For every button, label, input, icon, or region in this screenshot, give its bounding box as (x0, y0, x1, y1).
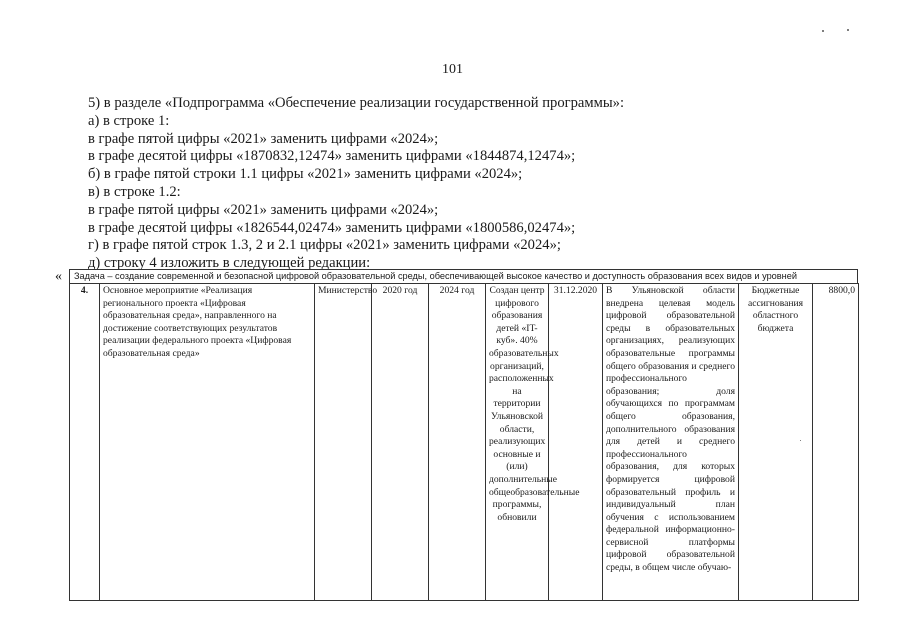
expected-result: Создан центр цифрового образования детей «IT-куб». 40% образовательных организаций, расположенных на территории Ульяновской области, реализующих основные и (или) дополнительные общеобразовательные программы, обновили (486, 284, 549, 601)
program-table (69, 283, 859, 601)
opening-quote-mark: « (55, 269, 62, 284)
table-row (70, 284, 859, 601)
instruction-line: г) в графе пятой строк 1.3, 2 и 2.1 цифры «2021» заменить цифрами «2024»; (88, 237, 561, 254)
instruction-line: в графе десятой цифры «1826544,02474» заменить цифрами «1800586,02474»; (88, 219, 576, 236)
funding-source: Бюджетные ассигнования областного бюджета (739, 284, 813, 601)
end-year: 2024 год (429, 284, 486, 601)
instruction-line: в графе десятой цифры «1870832,12474» заменить цифрами «1844874,12474»; (88, 148, 576, 165)
instruction-line: в графе пятой цифры «2021» заменить цифрами «2024»; (88, 130, 439, 147)
scan-speck (800, 440, 801, 441)
instruction-line: в) в строке 1.2: (88, 183, 181, 200)
page-number: 101 (442, 62, 463, 77)
scan-speck (847, 29, 849, 31)
instruction-line: 5) в разделе «Подпрограмма «Обеспечение реализации государственной программы»: (88, 95, 625, 111)
instruction-line: в графе пятой цифры «2021» заменить цифрами «2024»; (88, 201, 439, 218)
deadline-date: 31.12.2020 (549, 284, 603, 601)
instruction-line: д) строку 4 изложить в следующей редакции: (88, 255, 371, 272)
row-number: 4. (70, 284, 100, 601)
activity-name: Основное мероприятие «Реализация регионального проекта «Цифровая образовательная среда», направленного на достижение соответствующих результатов реализации федерального проекта «Цифровая образовательная среда» (100, 284, 315, 601)
instruction-line: а) в строке 1: (88, 112, 170, 129)
instruction-line: б) в графе пятой строки 1.1 цифры «2021» заменить цифрами «2024»; (88, 166, 523, 183)
amendment-instructions (88, 95, 624, 273)
scan-speck (822, 30, 824, 32)
funding-amount: 8800,0 (813, 284, 859, 601)
executor: Министерство (315, 284, 372, 601)
table-task-header: Задача – создание современной и безопасной цифровой образовательной среды, обеспечивающей высокое качество и доступность образования всех видов и уровней (69, 269, 858, 284)
start-year: 2020 год (372, 284, 429, 601)
result-description: В Ульяновской области внедрена целевая модель цифровой образовательной среды в образовательных организациях, реализующих образовательные программы общего образования и среднего профессионального образования; доля обучающихся по программам общего образования, дополнительного образования для детей и среднего профессионального образования, для которых формируется цифровой образовательный профиль и индивидуальный план обучения с использованием федеральной информационно-сервисной платформы цифровой образовательной среды, в общем числе обучаю- (603, 284, 739, 601)
